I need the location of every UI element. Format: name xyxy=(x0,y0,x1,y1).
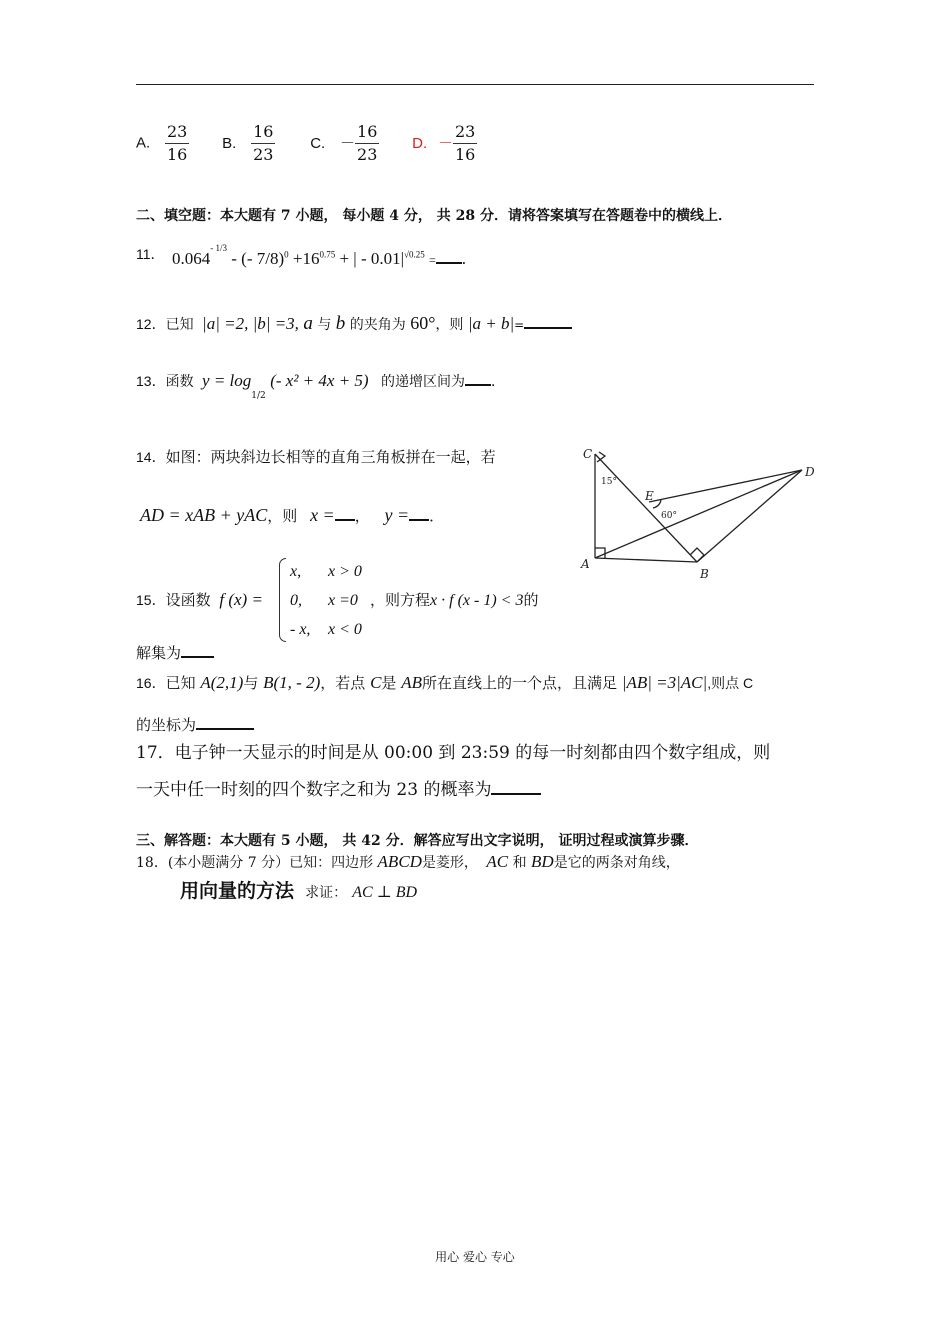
q18-prove: 求证： xyxy=(305,885,348,901)
q13-argument: (- x² + 4x + 5) xyxy=(270,371,369,390)
q12-suffix: ，则 xyxy=(435,317,464,333)
option-b-fraction: $\frac{16}{23}$ xyxy=(253,122,274,164)
q18-line2 xyxy=(180,876,417,903)
question-12 xyxy=(136,313,572,335)
question-18 xyxy=(136,852,680,872)
q14-x: x = xyxy=(310,505,335,525)
right-angle-b xyxy=(690,548,704,562)
q13-log-base: 1/2 xyxy=(251,390,266,401)
q11-term4: + | - 0.01| xyxy=(339,249,405,268)
q18-statement: AC ⊥ BD xyxy=(352,884,418,901)
q15-prefix: 设函数 xyxy=(165,591,211,609)
option-d-fraction: $\frac{23}{16}$ xyxy=(454,122,476,164)
q12-vector-a: a xyxy=(303,313,313,334)
option-c-sign: － xyxy=(340,133,356,152)
q15-case-2: 0, x =0 xyxy=(290,592,358,609)
q16-answer-blank[interactable] xyxy=(196,714,254,730)
edge-ad xyxy=(595,470,802,558)
q16-point-c: C xyxy=(370,673,382,692)
question-14 xyxy=(136,446,496,467)
triangle-figure xyxy=(575,440,825,590)
q15-line2 xyxy=(136,642,214,663)
q14-separator: ， xyxy=(354,507,370,525)
q17-answer-blank[interactable] xyxy=(491,779,541,795)
q18-method: 用向量的方法 xyxy=(180,880,295,902)
q11-exp2: 0 xyxy=(284,249,289,260)
q18-text1: 是菱形， xyxy=(421,855,478,871)
q15-tail xyxy=(370,589,538,610)
option-d-label: D. xyxy=(412,134,428,152)
question-16 xyxy=(136,672,753,693)
q15-mid: ，则方程 xyxy=(370,591,431,609)
q15-cases xyxy=(290,557,362,644)
q11-base: 0.064 xyxy=(172,249,211,268)
q17-line1: 17．电子钟一天显示的时间是从 00:00 到 23:59 的每一时刻都由四个数字组成，则 xyxy=(136,743,771,763)
q16-text3: 所在直线上的一个点，且满足 xyxy=(421,674,617,692)
option-d-sign: － xyxy=(437,133,453,152)
q12-expression: |a + b| xyxy=(467,314,515,333)
q11-exp: - 1/3 xyxy=(210,243,227,254)
q14-y: y = xyxy=(384,505,410,525)
q12-prefix: 已知 xyxy=(165,317,194,333)
q17-text: 一天中任一时刻的四个数字之和为 23 的概率为 xyxy=(136,780,492,800)
q15-suffix: 的 xyxy=(523,591,539,609)
q12-angle-text: 的夹角为 xyxy=(349,317,406,333)
q11-exp4: √0.25 xyxy=(404,249,425,260)
q11-term2: - (- 7/8) xyxy=(231,249,285,268)
q16-coordinate-label: 的坐标为 xyxy=(136,716,197,734)
q12-condition: |a| =2, |b| =3, xyxy=(202,314,299,333)
q11-answer-blank[interactable] xyxy=(436,248,462,264)
option-a-label: A. xyxy=(136,134,151,152)
q11-term3: +16 xyxy=(292,249,320,268)
q13-end: ． xyxy=(491,374,506,390)
q14-equation-line xyxy=(140,505,444,526)
q13-function: y = log xyxy=(202,371,252,390)
q15-inequality: x · f (x - 1) < 3 xyxy=(430,592,524,609)
option-b-label: B. xyxy=(222,134,237,152)
q16-line2 xyxy=(136,714,254,735)
q18-ac: AC xyxy=(486,852,509,871)
option-c-fraction: $\frac{16}{23}$ xyxy=(357,122,378,164)
option-a-fraction: $\frac{23}{16}$ xyxy=(166,122,188,164)
label-d: D xyxy=(805,465,815,479)
q12-answer-blank[interactable] xyxy=(524,313,572,329)
q14-text: 如图：两块斜边长相等的直角三角板拼在一起，若 xyxy=(165,448,496,466)
q11-equals: = xyxy=(428,253,436,267)
label-c: C xyxy=(583,447,593,461)
q15-answer-blank[interactable] xyxy=(181,642,214,658)
q13-prefix: 函数 xyxy=(165,374,194,390)
q16-condition: |AB| =3|AC| xyxy=(621,673,708,692)
section3-heading: 三、解答题：本大题有 5 小题， 共 42 分．解答应写出文字说明， 证明过程或演算步骤． xyxy=(136,833,699,849)
q14-vector-equation: AD = xAB + yAC xyxy=(140,505,268,525)
q16-text4: ,则点 C xyxy=(707,675,754,691)
page-footer: 用心 爱心 专心 xyxy=(435,1250,515,1264)
q16-text2: 是 xyxy=(381,674,397,692)
q13-suffix: 的递增区间为 xyxy=(381,374,466,390)
q18-abcd: ABCD xyxy=(377,852,422,871)
edge-ed xyxy=(649,470,802,502)
q16-point-a: A(2,1) xyxy=(200,673,244,692)
q12-vector-b: b xyxy=(335,313,346,334)
option-c-label: C. xyxy=(310,134,326,152)
header-rule xyxy=(136,84,814,85)
q14-then: ，则 xyxy=(267,507,298,525)
edge-bd xyxy=(697,470,802,562)
q16-line-ab: AB xyxy=(401,673,422,692)
q11-number: 11． xyxy=(136,246,165,262)
question-15 xyxy=(136,589,263,610)
q15-brace xyxy=(279,558,286,642)
q13-answer-blank[interactable] xyxy=(465,370,491,386)
label-a: A xyxy=(581,557,590,571)
q16-prefix: 已知 xyxy=(165,674,196,692)
section2-heading: 二、填空题：本大题有 7 小题， 每小题 4 分， 共 28 分．请将答案填写在答题卷中的横线上． xyxy=(136,208,732,224)
q12-angle: 60° xyxy=(410,313,436,333)
q14-number: 14． xyxy=(136,449,166,465)
q17-line2 xyxy=(136,775,541,800)
q15-case-1: x, x > 0 xyxy=(290,563,362,580)
q11-expression: $0.064^{- 1/3}$ - (- $7/8)^0 +16^{0.75}$ + | - $0.01|^{√0.25}$ = . xyxy=(172,243,467,268)
q14-y-blank[interactable] xyxy=(409,505,429,521)
q16-point-b: B(1, - 2) xyxy=(263,673,321,692)
q12-mid: 与 xyxy=(317,317,332,333)
q16-and: 与 xyxy=(243,674,259,692)
q15-case-3: - x, x < 0 xyxy=(290,621,362,638)
edge-ab xyxy=(595,558,697,562)
q12-equals: = xyxy=(514,318,525,332)
label-b: B xyxy=(700,567,709,581)
q18-text2: 是它的两条对角线， xyxy=(553,855,680,871)
q14-end: ． xyxy=(429,507,445,525)
edge-cb xyxy=(595,454,697,562)
q16-text1: ，若点 xyxy=(320,674,366,692)
label-angle-15: 15° xyxy=(601,477,617,487)
q15-number: 15． xyxy=(136,592,166,608)
q16-number: 16． xyxy=(136,675,166,691)
q13-number: 13． xyxy=(136,373,166,389)
q10-options xyxy=(136,124,477,163)
label-e: E xyxy=(645,489,654,503)
q11-exp3: 0.75 xyxy=(319,249,336,260)
q15-solution-label: 解集为 xyxy=(136,644,182,662)
q18-bd: BD xyxy=(531,852,554,871)
q14-x-blank[interactable] xyxy=(335,505,355,521)
q18-and: 和 xyxy=(512,855,527,871)
q18-intro: 18．(本小题满分 7 分）已知：四边形 xyxy=(136,855,374,871)
question-13 xyxy=(136,370,506,401)
q15-function: f (x) = xyxy=(219,590,263,609)
q12-number: 12． xyxy=(136,316,166,332)
question-11 xyxy=(136,244,165,264)
label-angle-60: 60° xyxy=(661,511,677,521)
